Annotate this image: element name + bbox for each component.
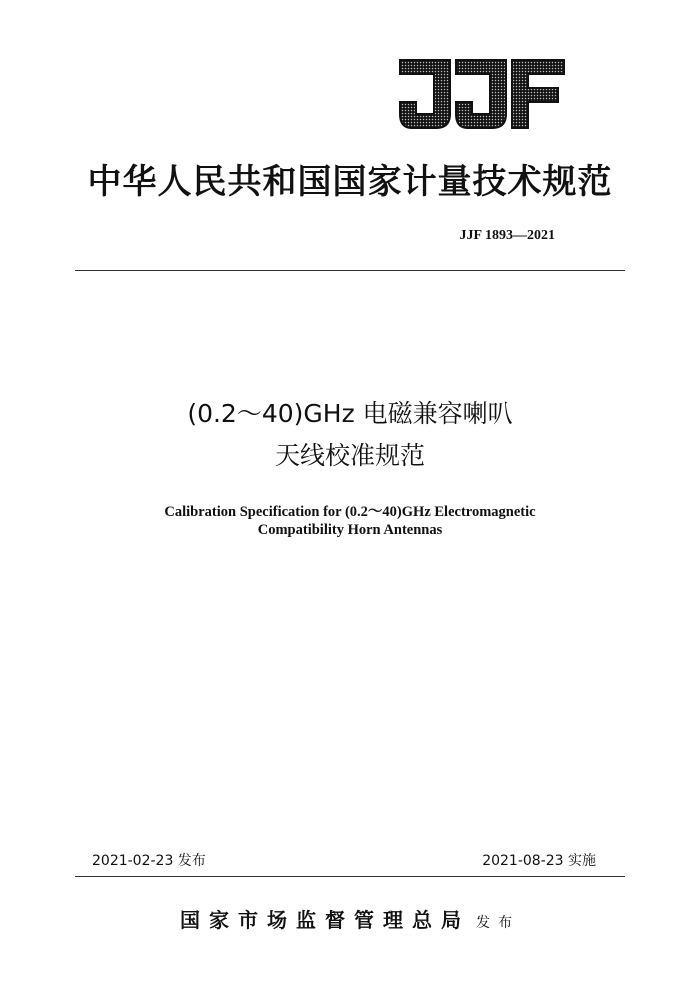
chinese-title-line-2: 天线校准规范 [274, 441, 425, 470]
national-standard-title: 中华人民共和国国家计量技术规范 [87, 162, 613, 202]
publish-date: 2021-02-23 发布 [92, 853, 206, 869]
spec-number: JJF 1893—2021 [459, 228, 555, 243]
issuer-suffix: 发布 [476, 915, 520, 931]
issuer-name: 国家市场监督管理总局 [180, 908, 470, 932]
chinese-title-line-1: (0.2～40)GHz 电磁兼容喇叭 [187, 399, 513, 428]
jjf-logo-graphic [398, 58, 566, 130]
bottom-divider [75, 876, 625, 877]
effective-date: 2021-08-23 实施 [482, 853, 596, 869]
top-divider [75, 270, 625, 271]
english-title-line-2: Compatibility Horn Antennas [257, 522, 443, 538]
english-title-line-1: Calibration Specification for (0.2～40)GHz Electromagnetic [164, 504, 536, 520]
issuer [0, 904, 700, 933]
jjf-logo [398, 58, 566, 130]
